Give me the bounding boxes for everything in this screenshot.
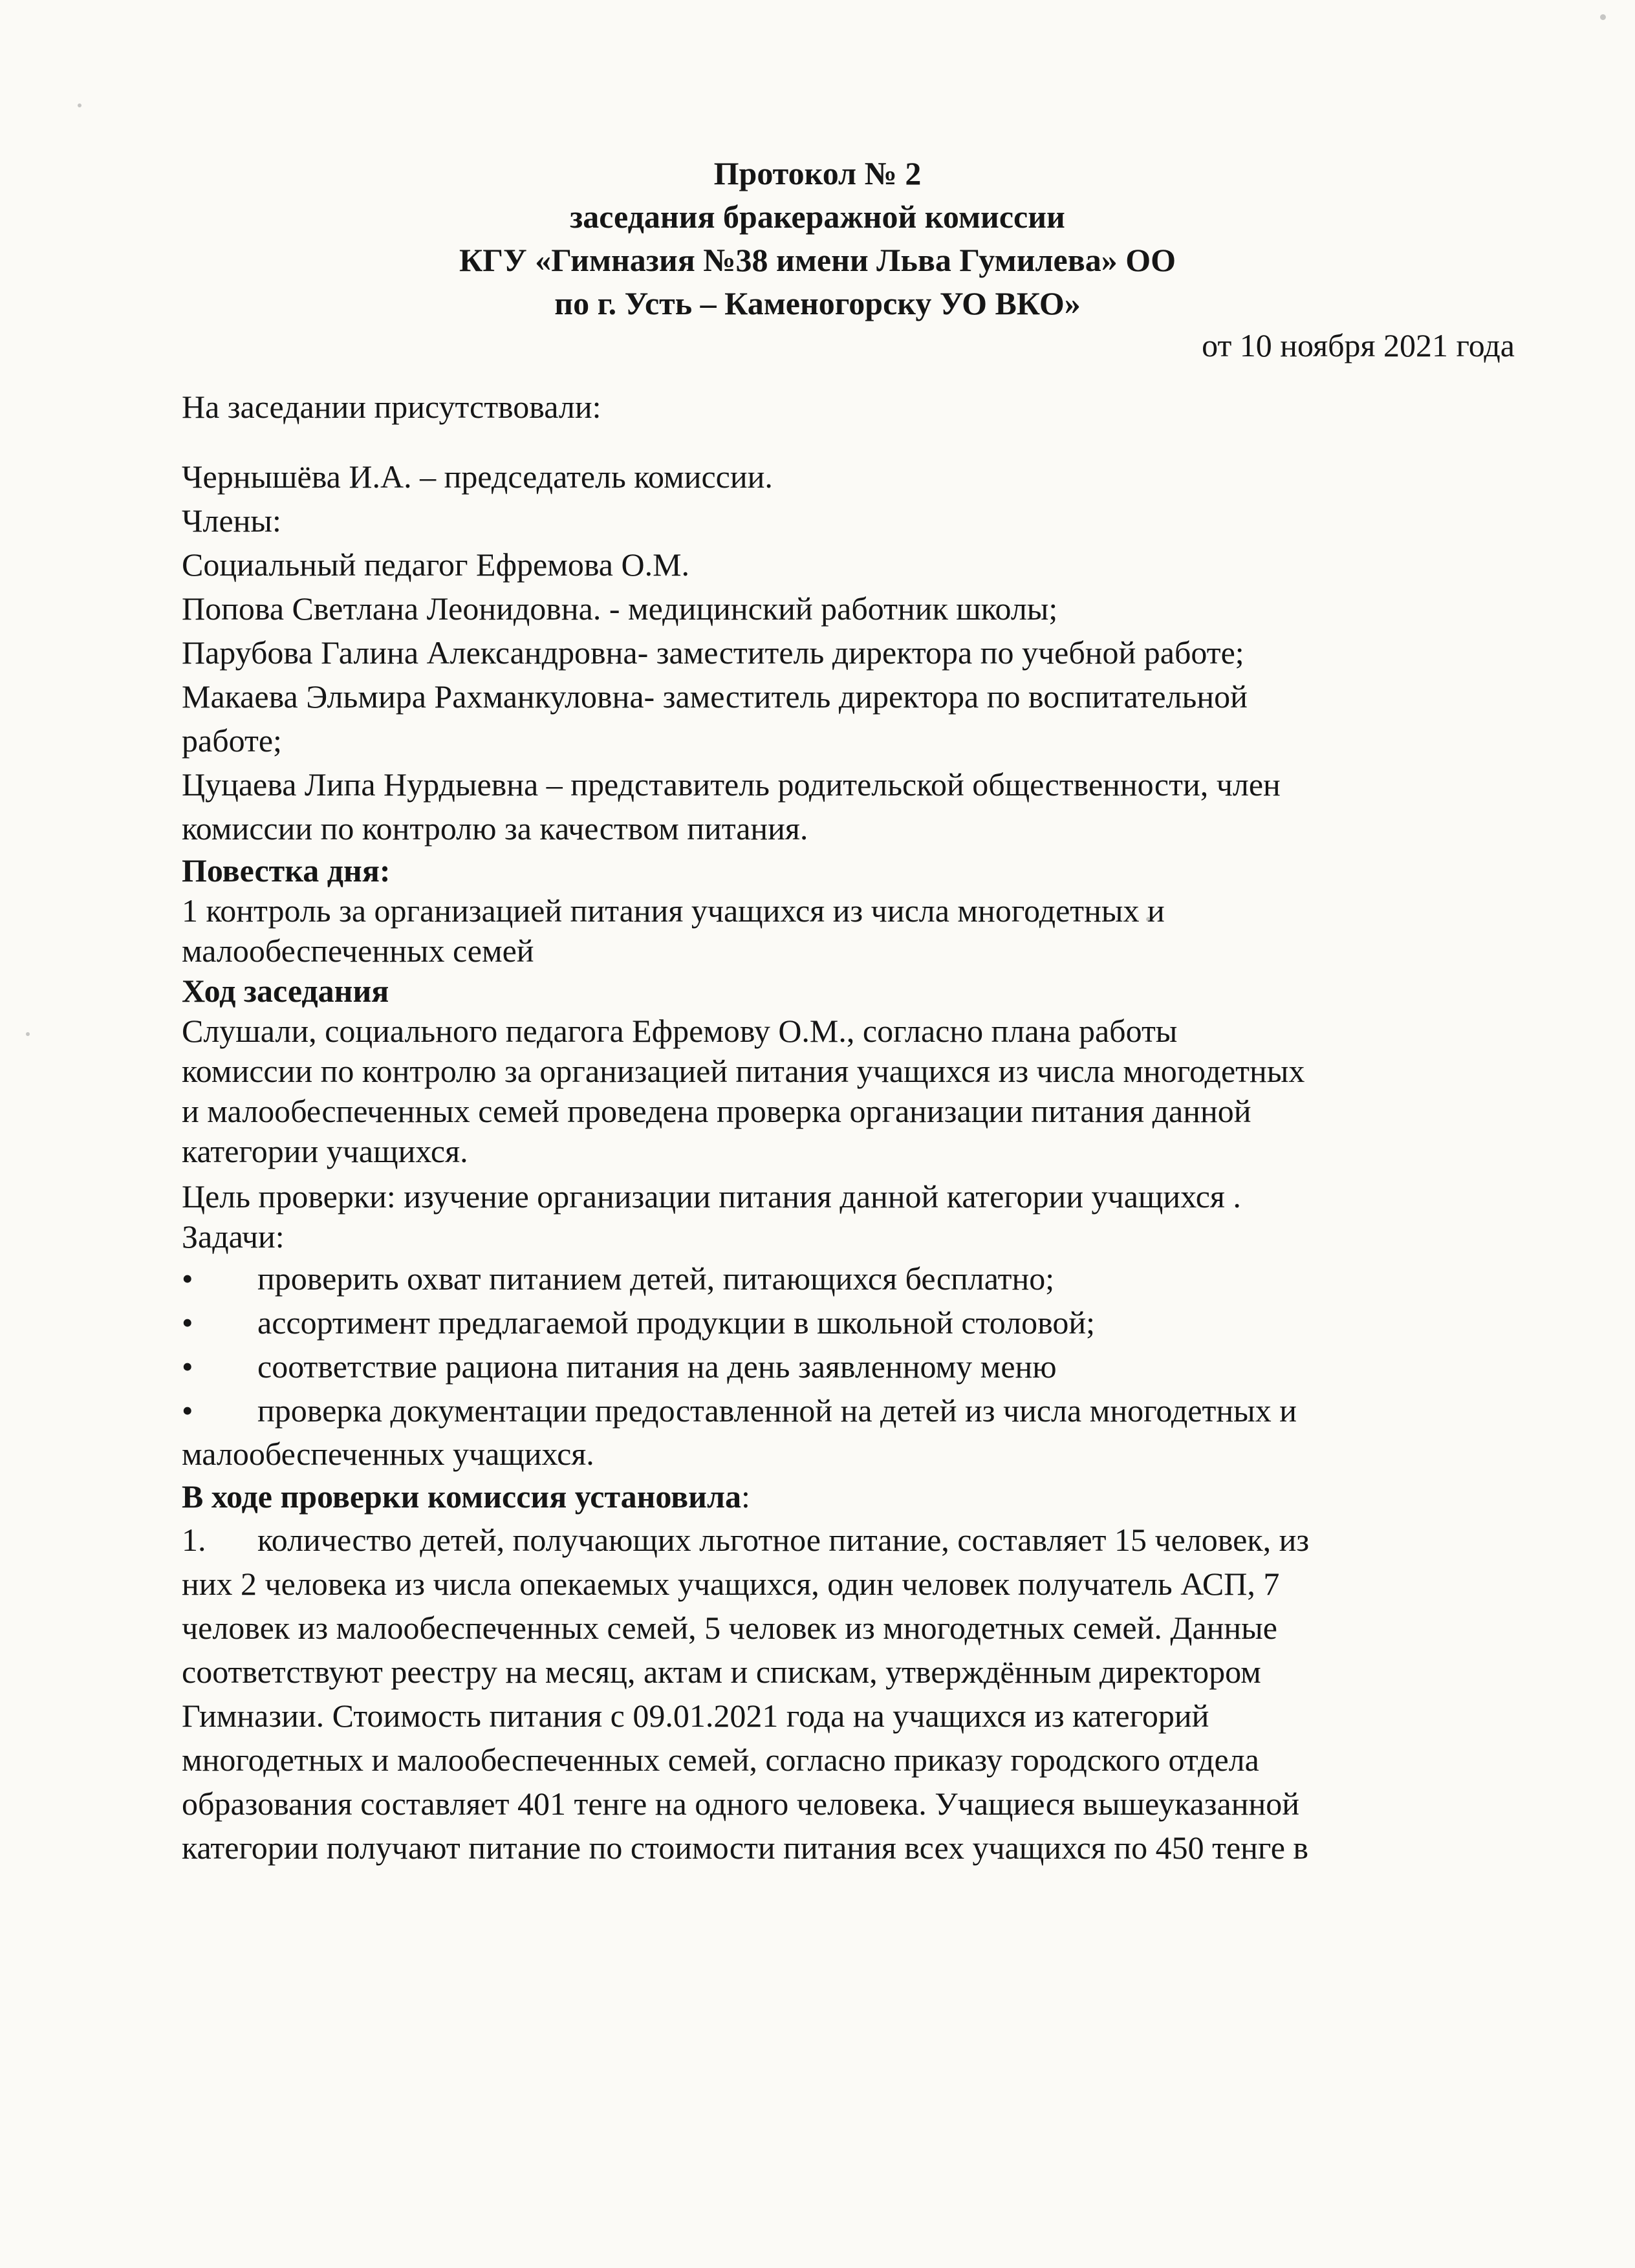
proceedings-line: и малообеспеченных семей проведена проверка организации питания данной [182, 1093, 1251, 1129]
scan-speck [26, 1032, 30, 1036]
finding-number: 1. [182, 1522, 206, 1558]
proceedings-heading: Ход заседания [182, 973, 389, 1009]
member-line: Социальный педагог Ефремова О.М. [182, 546, 690, 583]
members-label: Члены: [182, 502, 281, 539]
member-line: комиссии по контролю за качеством питания. [182, 810, 808, 847]
bullet-icon: • [182, 1348, 193, 1385]
finding-item [182, 1518, 1527, 1562]
finding-line: образования составляет 401 тенге на одного человека. Учащиеся вышеуказанной [182, 1786, 1300, 1822]
institution-name: КГУ «Гимназия №38 имени Льва Гумилева» ОО [459, 242, 1176, 278]
finding-line: Гимназии. Стоимость питания с 09.01.2021 года на учащихся из категорий [182, 1698, 1209, 1734]
bullet-icon: • [182, 1304, 193, 1341]
inspection-goal: Цель проверки: изучение организации питания данной категории учащихся . [182, 1178, 1241, 1215]
committee-chair: Чернышёва И.А. – председатель комиссии. [182, 459, 773, 495]
agenda-line: малообеспеченных семей [182, 933, 534, 969]
findings-heading-text: В ходе проверки комиссия установила [182, 1478, 742, 1515]
protocol-title: Протокол № 2 [713, 155, 922, 191]
attendance-intro: На заседании присутствовали: [182, 389, 601, 425]
protocol-date: от 10 ноября 2021 года [1202, 327, 1515, 363]
protocol-body [182, 385, 1527, 1870]
member-line: Попова Светлана Леонидовна. - медицинский работник школы; [182, 590, 1058, 627]
task-item [182, 1388, 1527, 1432]
tasks-label: Задачи: [182, 1218, 285, 1255]
finding-text: количество детей, получающих льготное питание, составляет 15 человек, из [257, 1522, 1310, 1558]
findings-heading [182, 1475, 1527, 1518]
findings-heading-colon: : [741, 1478, 750, 1515]
institution-location: по г. Усть – Каменогорску УО ВКО» [554, 285, 1081, 321]
proceedings-line: Слушали, социального педагога Ефремову О.М., согласно плана работы [182, 1013, 1178, 1049]
member-line: Парубова Галина Александровна- заместитель директора по учебной работе; [182, 634, 1244, 671]
task-text: проверить охват питанием детей, питающихся бесплатно; [257, 1260, 1055, 1297]
bullet-icon: • [182, 1392, 193, 1429]
finding-line: них 2 человека из числа опекаемых учащихся, один человек получатель АСП, 7 [182, 1566, 1280, 1602]
task-item [182, 1257, 1527, 1301]
member-line: Цуцаева Липа Нурдыевна – представитель родительской общественности, член [182, 766, 1281, 803]
bullet-icon: • [182, 1260, 193, 1297]
protocol-subtitle: заседания бракеражной комиссии [570, 199, 1065, 235]
agenda-heading: Повестка дня: [182, 852, 391, 889]
proceedings-line: категории учащихся. [182, 1133, 468, 1169]
scan-speck [1600, 14, 1606, 20]
task-item-continuation: малообеспеченных учащихся. [182, 1436, 594, 1472]
task-text: соответствие рациона питания на день заявленному меню [257, 1348, 1057, 1385]
finding-line: многодетных и малообеспеченных семей, согласно приказу городского отдела [182, 1742, 1259, 1778]
task-text: ассортимент предлагаемой продукции в школьной столовой; [257, 1304, 1096, 1341]
task-text: проверка документации предоставленной на детей из числа многодетных и [257, 1392, 1297, 1429]
member-line: работе; [182, 722, 282, 759]
finding-line: человек из малообеспеченных семей, 5 человек из многодетных семей. Данные [182, 1610, 1277, 1646]
member-line: Макаева Эльмира Рахманкуловна- заместитель директора по воспитательной [182, 678, 1248, 715]
scan-speck [78, 103, 81, 107]
task-item [182, 1301, 1527, 1345]
task-item [182, 1345, 1527, 1388]
finding-line: категории получают питание по стоимости питания всех учащихся по 450 тенге в [182, 1830, 1309, 1866]
proceedings-line: комиссии по контролю за организацией питания учащихся из числа многодетных [182, 1053, 1305, 1089]
agenda-line: 1 контроль за организацией питания учащихся из числа многодетных и [182, 892, 1165, 929]
finding-line: соответствуют реестру на месяц, актам и спискам, утверждённым директором [182, 1654, 1261, 1690]
